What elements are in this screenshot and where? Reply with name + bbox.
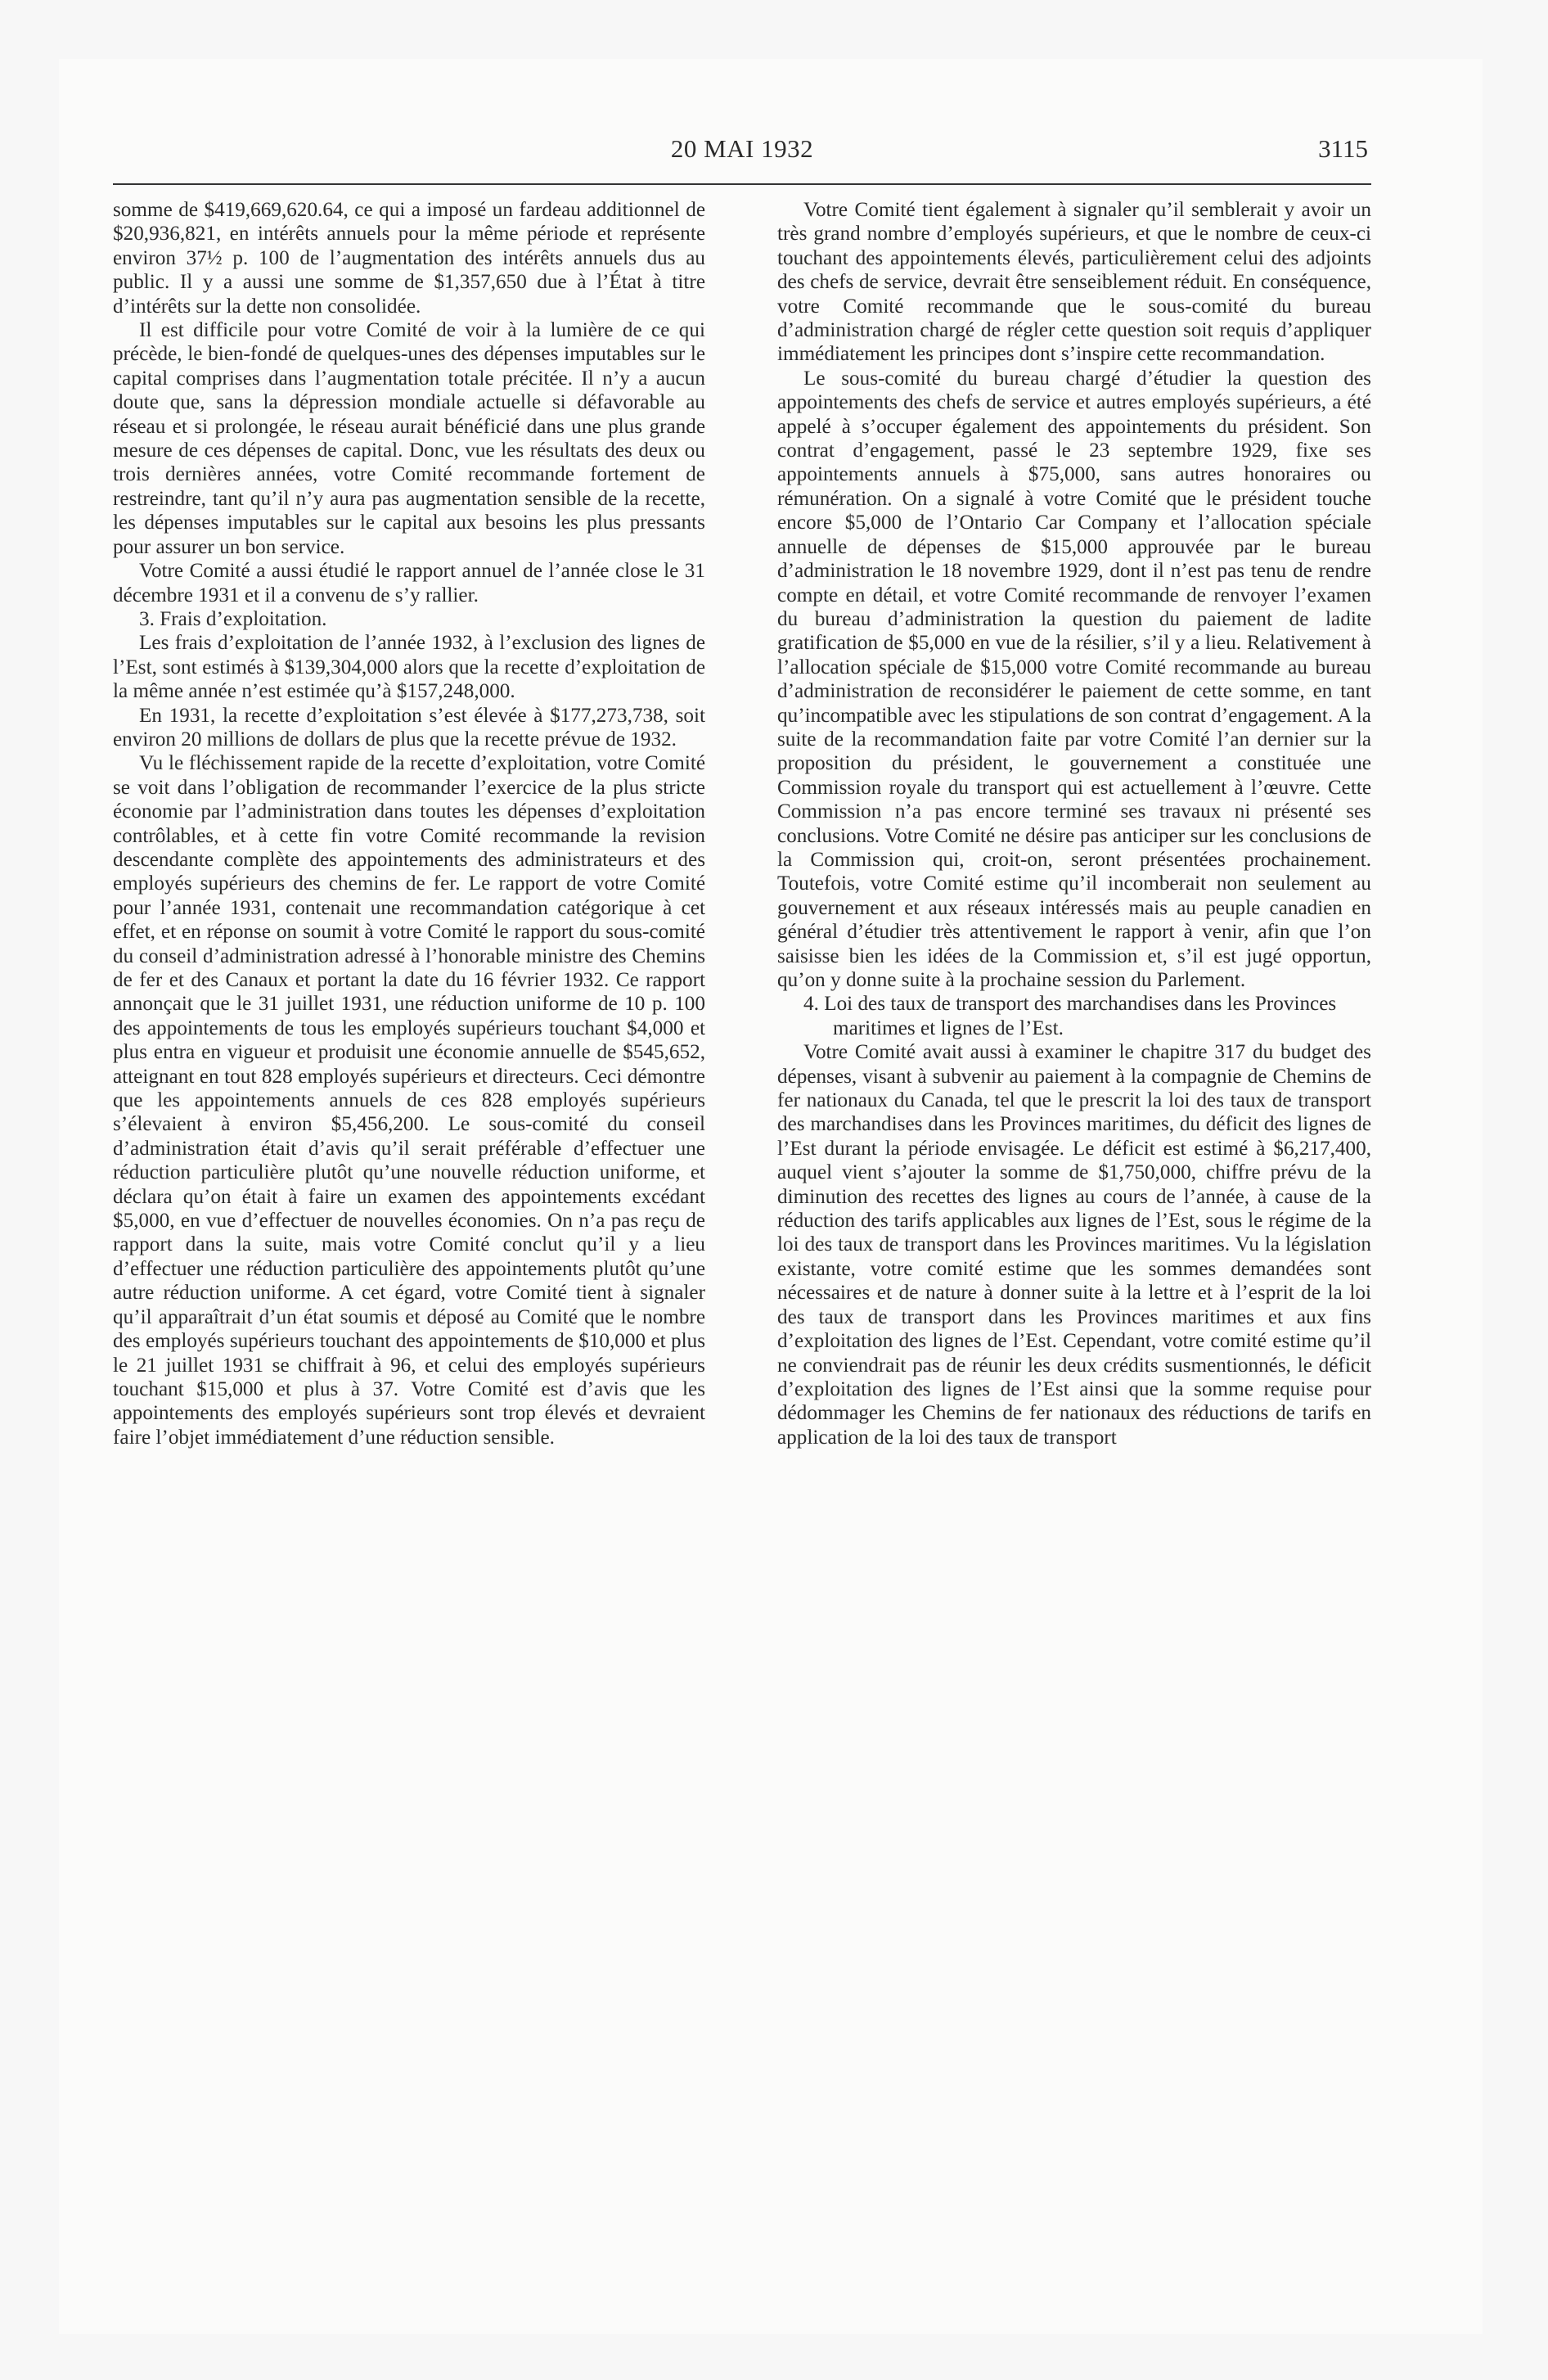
paragraph: Les frais d’exploitation de l’année 1932, à l’exclusion des lignes de l’Est, sont estimés à $139,304,000 alors que la recette d’exploitation de la même année n’est estimée qu’à $157,248,000. <box>113 632 705 703</box>
section-heading: 4. Loi des taux de transport des marchandises dans les Provinces maritimes et lignes de l’Est. <box>803 993 1337 1039</box>
section-heading: 3. Frais d’exploitation. <box>139 607 327 630</box>
header-rule <box>113 183 1371 185</box>
paragraph: Il est difficile pour votre Comité de voir à la lumière de ce qui précède, le bien-fondé de quelques-unes des dépenses imputables sur le capital comprises dans l’augmentation totale précitée. Il n’y a aucun doute que, sans la dépression mondiale actuelle si défavorable au réseau et si prolongée, le réseau aurait bénéficié dans une plus grande mesure de ces dépenses de capital. Donc, vue les résultats des deux ou trois dernières années, votre Comité recommande fortement de restreindre, tant qu’il n’y aura pas augmentation sensible de la recette, les dépenses imputables sur le capital aux besoins les plus pressants pour assurer un bon service. <box>113 319 705 558</box>
paragraph: En 1931, la recette d’exploitation s’est élevée à $177,273,738, soit environ 20 millions de dollars de plus que la recette prévue de 1932. <box>113 704 705 751</box>
paragraph: Votre Comité a aussi étudié le rapport annuel de l’année close le 31 décembre 1931 et il a convenu de s’y rallier. <box>113 560 705 606</box>
paragraph: Vu le fléchissement rapide de la recette d’exploitation, votre Comité se voit dans l’obligation de recommander l’exercice de la plus stricte économie par l’administration dans toutes les dépenses d’exploitation contrôlables, et à cette fin votre Comité recommande la revision descendante complète des appointements des administrateurs et des employés supérieurs des chemins de fer. Le rapport de votre Comité pour l’année 1931, contenait une recommandation catégorique à cet effet, et en réponse on soumit à votre Comité le rapport du sous-comité du conseil d’administration adressé à l’honorable ministre des Chemins de fer et des Canaux et portant la date du 16 février 1932. Ce rapport annonçait que le 31 juillet 1931, une réduction uniforme de 10 p. 100 des appointements de tous les employés supérieurs touchant $4,000 et plus entra en vigueur et produisit une économie annuelle de $545,652, atteignant en tout 828 employés supérieurs et directeurs. Ceci démontre que les appointements annuels de ces 828 employés supérieurs s’élevaient à environ $5,456,200. Le sous-comité du conseil d’administration était d’avis qu’il serait préférable d’effectuer une réduction particulière plutôt qu’une nouvelle réduction uniforme, et déclara qu’on était à faire un examen des appointements excédant $5,000, en vue d’effectuer de nouvelles économies. On n’a pas reçu de rapport dans la suite, mais votre Comité conclut qu’il y a lieu d’effectuer une réduction particulière des appointements plutôt qu’une autre réduction uniforme. A cet égard, votre Comité tient à signaler qu’il apparaîtrait d’un état soumis et déposé au Comité que le nombre des employés supérieurs touchant des appointements de $10,000 et plus le 21 juillet 1931 se chiffrait à 96, et celui des employés supérieurs touchant $15,000 et plus à 37. Votre Comité est d’avis que les appointements des employés supérieurs sont trop élevés et devraient faire l’objet immédiatement d’une réduction sensible. <box>113 752 705 1449</box>
paragraph: Le sous-comité du bureau chargé d’étudier la question des appointements des chefs de service et autres employés supérieurs, a été appelé à s’occuper également des appointements du président. Son contrat d’engagement, passé le 23 septembre 1929, fixe ses appointements annuels à $75,000, sans autres honoraires ou rémunération. On a signalé à votre Comité que le président touche encore $5,000 de l’Ontario Car Company et l’allocation spéciale annuelle de dépenses de $15,000 approuvée par le bureau d’administration le 18 novembre 1929, dont il n’est pas tenu de rendre compte en détail, et votre Comité recommande de renvoyer l’examen du bureau d’administration la question du paiement de ladite gratification de $5,000 en vue de la résilier, s’il y a lieu. Relativement à l’allocation spéciale de $15,000 votre Comité recommande au bureau d’administration de reconsidérer le paiement de cette somme, en tant qu’incompatible avec les stipulations de son contrat d’engagement. A la suite de la recommandation faite par votre Comité l’an dernier sur la proposition du président, le gouvernement a constituée une Commission royale du transport qui est actuellement à l’œuvre. Cette Commission n’a pas encore terminé ses travaux ni présenté ses conclusions. Votre Comité ne désire pas anticiper sur les conclusions de la Commission qui, croit-on, seront présentées prochainement. Toutefois, votre Comité estime qu’il incomberait non seulement au gouvernement et aux réseaux intéressés mais au peuple canadien en général d’étudier très attentivement le rapport à venir, afin que l’on saisisse bien les idées de la Commission et, s’il est jugé opportun, qu’on y donne suite à la prochaine session du Parlement. <box>777 367 1371 991</box>
paragraph: Votre Comité tient également à signaler qu’il semblerait y avoir un très grand nombre d’employés supérieurs, et que le nombre de ceux-ci touchant des appointements élevés, particulièrement celui des adjoints des chefs de service, devrait être senseiblement réduit. En conséquence, votre Comité recommande que le sous-comité du bureau d’administration chargé de régler cette question soit requis d’appliquer immédiatement les principes dont s’inspire cette recommandation. <box>777 199 1371 366</box>
left-column <box>113 198 705 1449</box>
paragraph: somme de $419,669,620.64, ce qui a imposé un fardeau additionnel de $20,936,821, en intérêts annuels pour la même période et représente environ 37½ p. 100 de l’augmentation des intérêts annuels dus au public. Il y a aussi une somme de $1,357,650 due à l’État à titre d’intérêts sur la dette non consolidée. <box>113 199 705 318</box>
running-head <box>113 131 1371 167</box>
page-date: 20 MAI 1932 <box>670 134 814 163</box>
paragraph: Votre Comité avait aussi à examiner le chapitre 317 du budget des dépenses, visant à subvenir au paiement à la compagnie de Chemins de fer nationaux du Canada, tel que le prescrit la loi des taux de transport des marchandises dans les Provinces maritimes, du déficit des lignes de l’Est durant la période envisagée. Le déficit est estimé à $6,217,400, auquel vient s’ajouter la somme de $1,750,000, chiffre prévu de la diminution des recettes des lignes au cours de l’année, à cause de la réduction des tarifs applicables aux lignes de l’Est, sous le régime de la loi des taux de transport dans les Provinces maritimes. Vu la législation existante, votre comité estime que les sommes demandées sont nécessaires et de nature à donner suite à la lettre et à l’esprit de la loi des taux de transport dans les Provinces maritimes et aux fins d’exploitation des lignes de l’Est. Cependant, votre comité estime qu’il ne conviendrait pas de réunir les deux crédits susmentionnés, le déficit d’exploitation des lignes de l’Est ainsi que la somme requise pour dédommager les Chemins de fer nationaux des réductions de tarifs en application de la loi des taux de transport <box>777 1041 1371 1449</box>
right-column <box>777 198 1371 1449</box>
page-number: 3115 <box>1318 134 1368 163</box>
document-page <box>113 131 1371 2120</box>
